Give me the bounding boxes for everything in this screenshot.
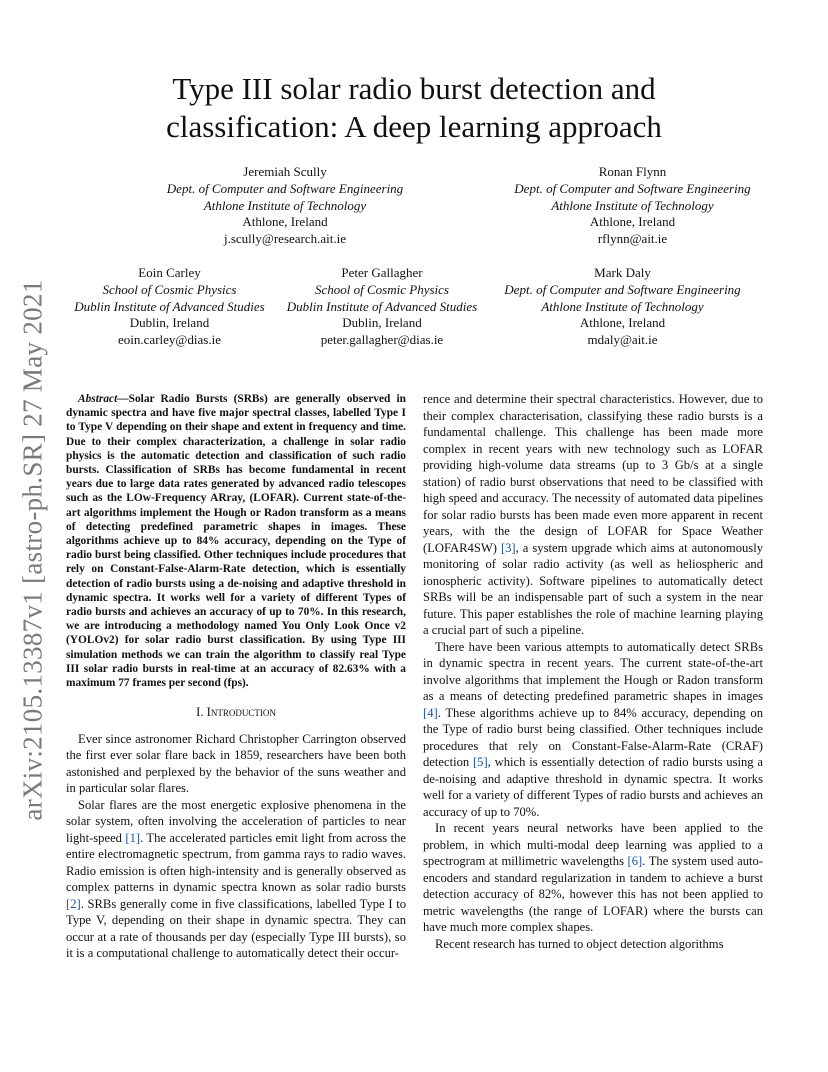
author-institution: Dublin Institute of Advanced Studies: [286, 298, 478, 314]
author-name: Ronan Flynn: [598, 164, 667, 179]
intro-paragraph-2: [66, 797, 406, 962]
author-name: Eoin Carley: [138, 265, 201, 280]
citation-link[interactable]: [1]: [125, 830, 141, 845]
author-email[interactable]: mdaly@ait.ie: [587, 332, 658, 348]
intro-paragraph-continued: [423, 391, 763, 639]
author-email[interactable]: j.scully@research.ait.ie: [223, 231, 347, 247]
author-email[interactable]: rflynn@ait.ie: [597, 231, 668, 247]
paragraph-text: There have been various attempts to automatically detect SRBs in dynamic spectra in recent years. The current state-of-the-art involve algorithms that implement the Hough or Radon transform as a means of detecting predefined parametric shapes in images: [423, 639, 763, 703]
left-column: [66, 392, 406, 962]
author-institution: Athlone Institute of Technology: [551, 197, 714, 213]
author-institution: Athlone Institute of Technology: [203, 197, 367, 213]
intro-paragraph-3: [423, 639, 763, 821]
author-affiliation: School of Cosmic Physics: [102, 281, 237, 297]
paragraph-text: . The system used auto-encoders and standard regularization in tandem to achieve a burst detection accuracy of 82%, however this has not been applied to metric wavelengths (the range of LOFAR) where the bursts can have much more complex shapes.: [423, 854, 763, 934]
author-institution: Dublin Institute of Advanced Studies: [74, 298, 265, 314]
author-location: Athlone, Ireland: [242, 214, 328, 230]
author-block-carley: [62, 265, 277, 349]
arxiv-identifier: arXiv:2105.13387v1 [astro-ph.SR] 27 May 2021: [17, 279, 48, 821]
citation-link[interactable]: [6]: [627, 854, 643, 868]
paragraph-text: . The accelerated particles emit light from across the entire electromagnetic spectrum, from gamma rays to radio waves. Radio emission is often high-intensity and is generally observed as complex patterns in dynamic spectra known as solar radio bursts: [66, 830, 407, 895]
author-affiliation: Dept. of Computer and Software Engineering: [166, 180, 404, 196]
intro-paragraph-4: [423, 820, 763, 936]
author-location: Athlone, Ireland: [579, 315, 666, 331]
citation-link[interactable]: [2]: [66, 896, 81, 911]
author-institution: Athlone Institute of Technology: [541, 298, 704, 314]
right-column: [423, 391, 763, 952]
paragraph-text: Solar flares are the most energetic explosive phenomena in the solar system, often involving the acceleration of particles to near light-speed: [66, 797, 406, 845]
paragraph-text: , a system upgrade which aims at autonomously monitoring of solar radio activity (as well as heliospheric and ionospheric activity). Software pipelines to automatically detect SRBs will be an indispensable part of such a system in the near future. This paper establishes the role of machine learning playing a crucial part of such a pipeline.: [423, 540, 763, 637]
author-location: Dublin, Ireland: [342, 315, 422, 331]
author-email[interactable]: eoin.carley@dias.ie: [118, 332, 221, 348]
author-email[interactable]: peter.gallagher@dias.ie: [320, 332, 444, 348]
paragraph-text: . These algorithms achieve up to 84% accuracy, depending on the Type of radio burst being classified. Other techniques include procedures that rely on Constant-False-Alarm-Rate (CRAF) detection: [423, 705, 763, 769]
intro-paragraph-1: Ever since astronomer Richard Christopher Carrington observed the first ever solar flare back in 1859, researchers have been both astonished and perplexed by the behavior of the suns weather and in particular solar flares.: [66, 731, 406, 796]
citation-link[interactable]: [3]: [500, 540, 516, 555]
abstract: [66, 392, 406, 690]
author-name: Jeremiah Scully: [243, 164, 327, 179]
author-name: Mark Daly: [594, 265, 651, 280]
abstract-text: —Solar Radio Bursts (SRBs) are generally observed in dynamic spectra and have five major spectral classes, labelled Type I to Type V depending on their shape and extent in frequency and time. Due to their complex characterization, a challenge in solar radio physics is the automatic detection and classification of such radio bursts. Classification of SRBs has become fundamental in recent years due to large data rates generated by advanced radio telescopes such as the LOw-Frequency ARray, (LOFAR). Current state-of-the-art algorithms implement the Hough or Radon transform as a means of detecting predefined parametric shapes in images. These algorithms achieve up to 84% accuracy, depending on the Type of radio burst being classified. Other techniques include procedures that rely on Constant-False-Alarm-Rate detection, which is essentially detection of radio bursts using a de-noising and adaptive threshold in dynamic spectra. It works well for a variety of different Types of radio bursts and achieves an accuracy of up to 70%. In this research, we are introducing a methodology named You Only Look Once v2 (YOLOv2) for solar radio burst classification. By using Type III simulation methods we can train the algorithm to classify real Type III solar radio bursts in real-time at an accuracy of 82.63% with a maximum 77 frames per second (fps).: [66, 393, 406, 690]
citation-link[interactable]: [4]: [423, 705, 438, 720]
author-location: Athlone, Ireland: [589, 214, 676, 230]
paragraph-text: . SRBs generally come in five classifications, labelled Type I to Type V, depending on their shape in dynamic spectra. They can occur at a rate of thousands per day (especially Type III bursts), so it is a computational challenge to automatically detect their occur-: [66, 896, 406, 961]
title-line-1: Type III solar radio burst detection and: [172, 71, 656, 106]
citation-link[interactable]: [5]: [472, 755, 488, 769]
paragraph-text: rence and determine their spectral characteristics. However, due to their complex characterisation, classifying these radio bursts is a fundamental challenge. This challenge has been made more complex in recent years with new technology such as LOFAR providing high-volume data streams (up to 3 Gb/s at a single station) of radio burst observations that need to be classified with high speed and accuracy. The necessity of automated data pipelines for solar radio bursts has been made even more apparent in recent years, with the the design of LOFAR for Space Weather (LOFAR4SW): [423, 392, 763, 555]
author-affiliation: Dept. of Computer and Software Engineering: [514, 180, 751, 196]
section-heading-introduction: I. Introduction: [196, 705, 276, 720]
author-affiliation: School of Cosmic Physics: [315, 281, 449, 297]
paragraph-text: , which is essentially detection of radio bursts using a de-noising and adaptive threshold in dynamic spectra. It works well for a variety of different Types of radio bursts and achieves an accuracy of up to 70%.: [423, 755, 763, 819]
author-affiliation: Dept. of Computer and Software Engineering: [504, 281, 741, 297]
arxiv-sidebar: [8, 230, 58, 870]
author-name: Peter Gallagher: [341, 265, 423, 280]
author-block-daly: [490, 265, 755, 349]
intro-paragraph-5: Recent research has turned to object detection algorithms: [435, 936, 724, 951]
author-block-flynn: [485, 164, 780, 248]
author-block-gallagher: [276, 265, 488, 349]
title-line-2: classification: A deep learning approach: [166, 109, 662, 144]
abstract-lead: Abstract: [78, 393, 118, 405]
paragraph-text: In recent years neural networks have been applied to the problem, in which multi-modal deep learning was applied to a spectrogram at millimetric wavelengths: [423, 821, 763, 868]
paper-title: [60, 70, 768, 146]
author-block-scully: [140, 164, 430, 248]
author-location: Dublin, Ireland: [129, 315, 210, 331]
